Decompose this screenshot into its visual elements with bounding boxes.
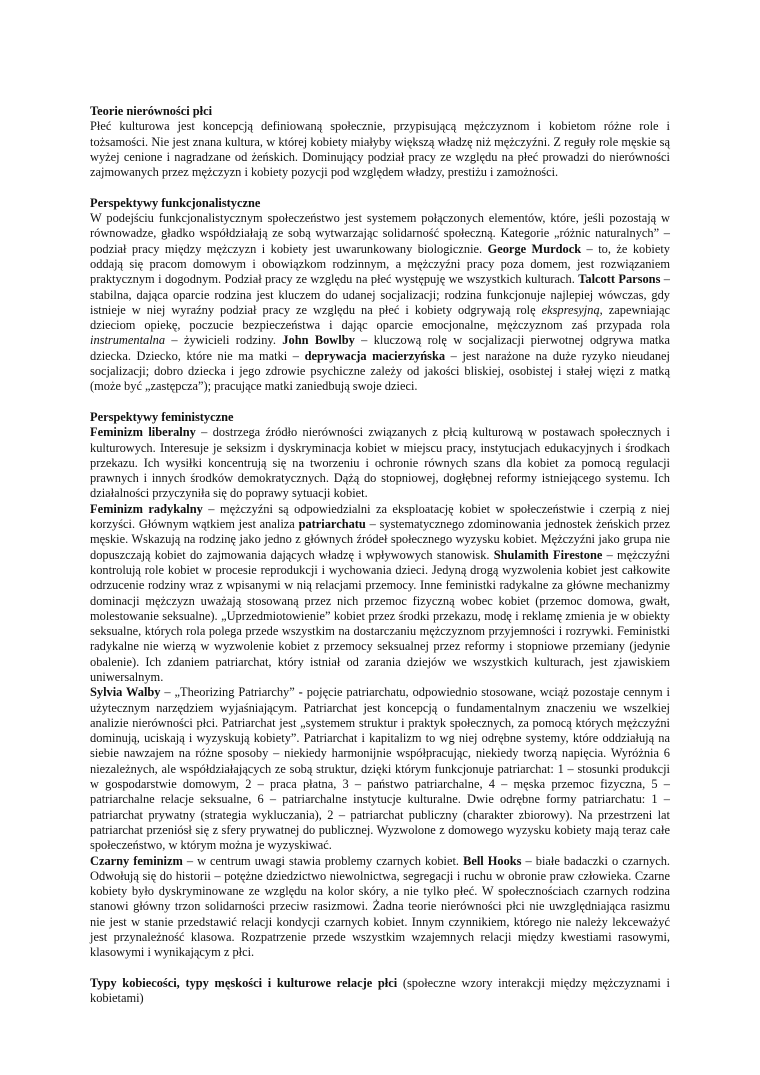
italic-term: instrumentalna (90, 333, 166, 348)
text-run: – mężczyźni kontrolują role kobiet w procesie reprodukcji i wychowania dzieci. Jedyną drogą wyzwolenia kobiet jest całkowite odrzucenie rodziny wraz z wpisanymi w nią relacjami przemocy. Inne feministki radykalne za główne mechanizmy dominacji mężczyzn uważają stosowaną przez nich przemoc fizyczną wobec kobiet (przemoc domowa, gwałt, molestowanie seksualne). „Uprzedmiotowienie” kobiet przez środki przekazu, modę i reklamę zmienia je w obiekty seksualne, których rola polega przede wszystkim na dostarczaniu mężczyznom przyjemności i rozrywki. Feministki radykalne nie wierzą w wyzwolenie kobiet z przemocy seksualnej przez reformy i stopniowe przemiany (jedynie obalenie). Ich zdaniem patriarchat, który istniał od zarania dziejów we wszystkich kulturach, jest zjawiskiem uniwersalnym. (90, 547, 670, 684)
bold-term: George Murdock (487, 241, 582, 256)
section (90, 104, 670, 180)
text-run: – kluczową rolę w socjalizacji pierwotnej odgrywa matka dziecka. Dziecko, które nie ma matki – (90, 333, 670, 363)
document-body (90, 104, 670, 961)
paragraph (90, 685, 670, 853)
section-heading: Perspektywy funkcjonalistyczne (90, 195, 261, 210)
bold-term: patriarchatu (298, 517, 366, 532)
section-heading: Perspektywy feministyczne (90, 409, 234, 424)
text-run: (społeczne wzory interakcji między mężczyznami i kobietami) (90, 975, 670, 1006)
bold-term: Feminizm liberalny (90, 425, 196, 440)
bold-term: deprywacja macierzyńska (304, 348, 446, 363)
section (90, 410, 670, 961)
paragraph (90, 502, 670, 686)
text-run: – w centrum uwagi stawia problemy czarnych kobiet. (182, 853, 464, 868)
paragraph (90, 854, 670, 961)
italic-term: ekspresyjną (541, 302, 600, 317)
bold-term: Sylvia Walby (90, 685, 161, 700)
text-run: – „Theorizing Patriarchy” (160, 685, 299, 700)
bold-term: Typy kobiecości, typy męskości i kulturowe relacje płci (90, 975, 398, 990)
paragraph (90, 211, 670, 395)
text-run: – żywicieli rodziny. (165, 333, 283, 348)
text-run: pojęcie patriarchatu, odpowiednio stosowane, wciąż pozostaje cennym i użytecznym narzędziem wyjaśniającym. Patriarchat jest koncepcją o fundamentalnym znaczeniu we wszelkiej analizie nierówności płci. Patriarchat jest „systemem struktur i praktyk społecznych, za pomocą których mężczyźni dominują, uciskają i wyzyskują kobiety”. Patriarchat i kapitalizm to wg niej odrębne systemy, które oddziałują na siebie nawzajem na różne sposoby – niekiedy harmonijnie współpracując, niekiedy tworzą napięcia. Wyróżnia 6 niezależnych, ale współdziałających ze sobą struktur, dzięki którym funkcjonuje patriarchat: 1 – stosunki produkcji w gospodarstwie domowym, 2 – praca płatna, 3 – państwo patriarchalne, 4 – męska przemoc fizyczna, 5 – patriarchalne relacje seksualne, 6 – patriarchalne instytucje kulturalne. Dwie odrębne formy patriarchatu: 1 – patriarchat prywatny (strategia wykluczania), 2 – patriarchat publiczny (charakter zbiorowy). Na przestrzeni lat patriarchat przeniósł się z sfery prywatnej do publicznej. Wyzwolone z domowego wyzysku kobiety mają teraz całe społeczeństwo, w którym można je wyzyskiwać. (90, 685, 670, 853)
text-run: – białe badaczki o czarnych. Odwołują się do historii – potężne dziedzictwo niewolnictwa, segregacji i ruchu w obronie praw człowieka. Czarne kobiety było dyskryminowane ze względu na kolor skóry, a nie tylko płeć. W społecznościach czarnych rodzina stanowi główny trzon solidarności przeciw rasizmowi. Żadna teorie nierówności płci nie uwzględniająca rasizmu nie jest w stanie przedstawić relacji kondycji czarnych kobiet. Innym czynnikiem, którego nie należy lekceważyć jest przynależność klasowa. Rozpatrzenie przede wszystkim wzajemnych relacji między kwestiami rasowymi, klasowymi i wynikającym z płci. (90, 853, 670, 960)
closing-paragraph (90, 976, 670, 1007)
section (90, 196, 670, 395)
bold-term: Shulamith Firestone (493, 547, 603, 562)
text-run: Płeć kulturowa jest koncepcją definiowaną społecznie, przypisującą mężczyznom i kobietom różne role i tożsamości. Nie jest znana kultura, w której kobiety miałyby większą władzę niż mężczyźni. Z reguły role męskie są wyżej cenione i nagradzane od żeńskich. Dominujący podział pracy ze względu na płeć prowadzi do nierówności zajmowanych przez mężczyzn i kobiety pozycji pod względem władzy, prestiżu i zamożności. (90, 119, 670, 180)
bold-term: - (298, 685, 303, 700)
text-run: – systematycznego zdominowania jednostek żeńskich przez męskie. Wskazują na rodzinę jako jedno z głównych źródeł społecznego wyzysku kobiet. Mężczyźni jako grupa nie dopuszczają kobiet do zajmowania dających władzę i wpływowych stanowisk. (90, 517, 670, 562)
bold-term: Czarny feminizm (90, 853, 183, 868)
bold-term: Bell Hooks (463, 853, 522, 868)
text-run: – jest narażone na duże ryzyko nieudanej socjalizacji; dobro dziecka i jego zdrowie psychiczne zależy od jakości bliskiej, osobistej i stałej więzi z matką (może być „zastępcza”); pracujące matki zaniedbują swoje dzieci. (90, 348, 671, 394)
text-run: – dostrzega źródło nierówności związanych z płcią kulturową w postawach społecznych i kulturowych. Interesuje je seksizm i dyskryminacja kobiet w miejscu pracy, instytucjach edukacyjnych i środkach przekazu. Ich wysiłki koncentrują się na tworzeniu i ochronie równych szans dla kobiet za pomocą regulacji prawnych i innych środków demokratycznych. Dążą do stopniowej, dogłębnej reformy istniejącego systemu. Ich działalności przyczyniła się do poprawy sytuacji kobiet. (90, 425, 670, 501)
bold-term: Talcott Parsons (578, 272, 661, 287)
text-run: , zapewniając dzieciom opiekę, poczucie bezpieczeństwa i dając oparcie emocjonalne, mężczyznom zaś przypada rola (90, 302, 670, 333)
section-heading: Teorie nierówności płci (90, 104, 213, 118)
paragraph (90, 425, 670, 501)
text-run: – mężczyźni są odpowiedzialni za eksploatację kobiet w społeczeństwie i czerpią z niej korzyści. Głównym wątkiem jest analiza (90, 501, 670, 532)
text-run: – to, że kobiety oddają się pracom domowym i obowiązkom rodzinnym, a mężczyźni pracy poza domem, jest rozwiązaniem praktycznym i dogodnym. Podział pracy ze względu na płeć występuję we wszystkich kulturach. (90, 241, 670, 287)
bold-term: John Bowlby (282, 333, 355, 348)
text-run: – stabilna, dająca oparcie rodzina jest kluczem do udanej socjalizacji; rodzina funkcjonuje najlepiej wówczas, gdy istnieje w niej wyraźny podział pracy ze względu na płeć i kobiety odgrywają rolę (90, 272, 671, 317)
paragraph (90, 119, 670, 180)
bold-term: Feminizm radykalny (90, 501, 203, 516)
text-run: W podejściu funkcjonalistycznym społeczeństwo jest systemem połączonych elementów, które, jeśli pozostają w równowadze, gładko współdziałają ze sobą wytwarzając solidarność społeczną. Kategorie „różnic naturalnych” – podział pracy między mężczyzn i kobiety jest uwarunkowany biologicznie. (90, 211, 670, 256)
